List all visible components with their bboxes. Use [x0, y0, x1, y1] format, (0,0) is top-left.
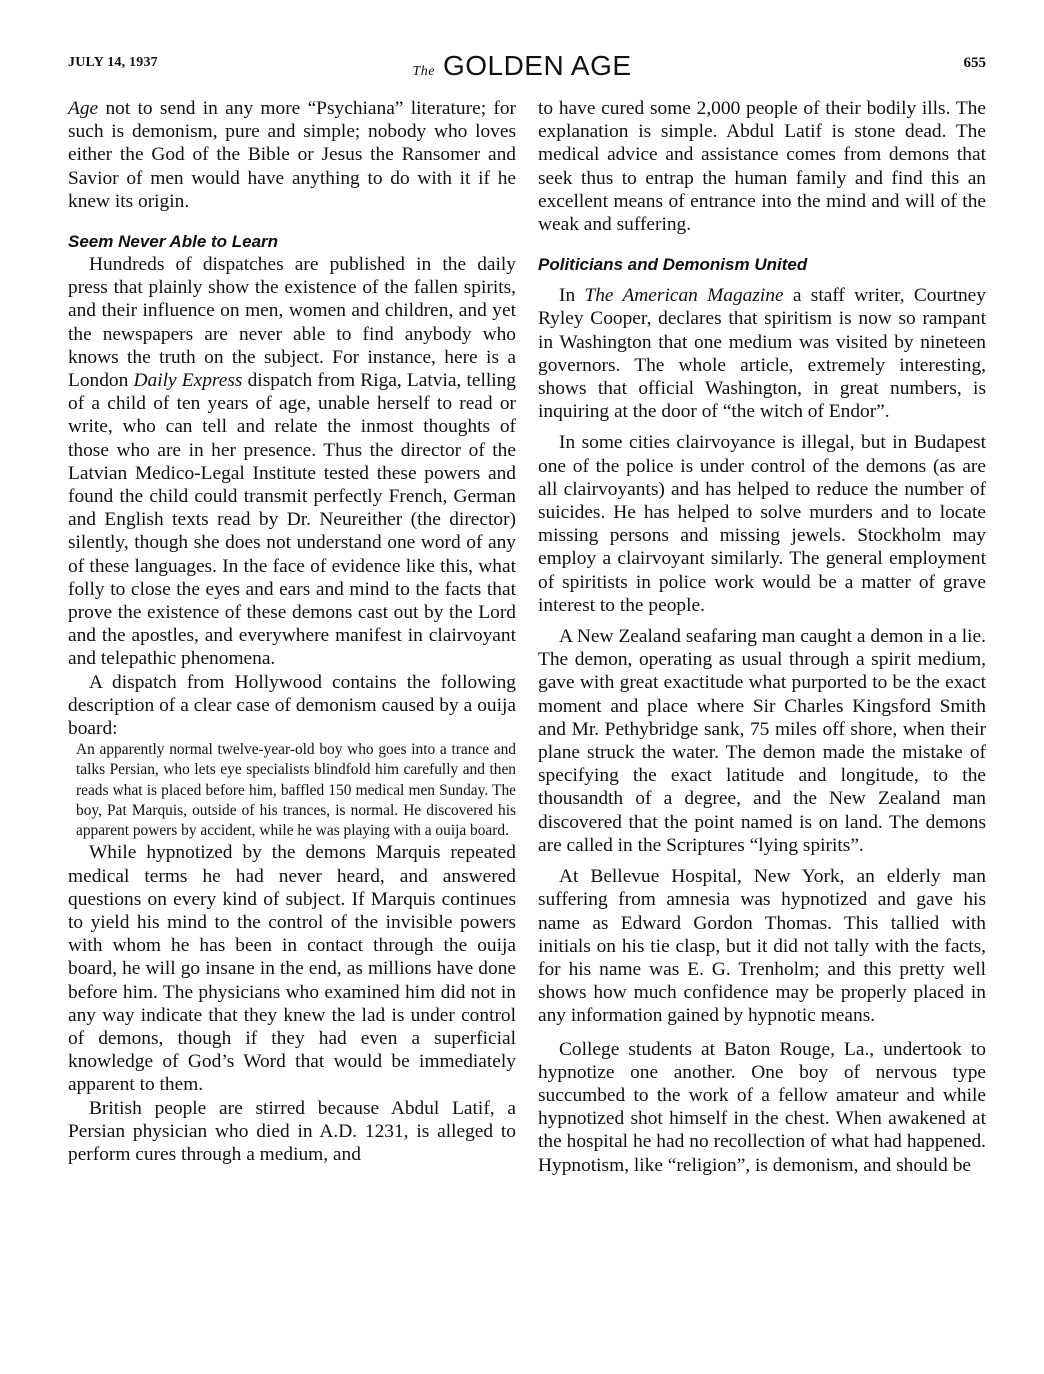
section-heading: Seem Never Able to Learn: [68, 232, 279, 252]
italic-text: Age: [68, 98, 99, 119]
paragraph: [538, 284, 986, 423]
paragraph-text: In: [559, 285, 585, 307]
paragraph: While hypnotized by the demons Marquis repeated medical terms he had never heard, and answered questions on every kind of subject. If Marquis continues to yield his mind to the control of the invisible powers with whom he has been in contact through the ouija board, he will go insane in the end, as millions have done before him. The physicians who examined him did not in any way indicate that they knew the lad is under control of demons, though if they had even a superficial knowledge of God’s Word that would be immediately apparent to them.: [68, 842, 516, 1096]
paragraph: to have cured some 2,000 people of their bodily ills. The explanation is simple. Abdul Latif is stone dead. The medical advice and assistance comes from demons that seek thus to entrap the human family and find this an excellent means of entrance into the mind and will of the weak and suffering.: [538, 98, 986, 236]
paragraph: At Bellevue Hospital, New York, an elderly man suffering from amnesia was hypnotized and gave his name as Edward Gordon Thomas. This tallied with initials on his tie clasp, but it did not tally with the facts, for his name was E. G. Trenholm; and this pretty well shows how much confidence may be properly placed in any information gained by hypnotic means.: [538, 866, 986, 1027]
paragraph-text: Hundreds of dispatches are published in the daily press that plainly show the existence of the fallen spirits, and their influence on men, women and children, and yet the newspapers are never able to find anybody who knows the truth on the subject. For instance, here is a London: [68, 254, 516, 392]
paragraph: British people are stirred because Abdul Latif, a Persian physician who died in A.D. 1231, is alleged to perform cures through a medium, and: [68, 1097, 516, 1165]
section-heading: Politicians and Demonism United: [538, 255, 808, 275]
publication-name: Daily Express: [133, 370, 243, 392]
paragraph-text: a staff writer, Courtney Ryley Cooper, declares that spiritism is now so rampant in Washington that one medium was visited by nineteen governors. The whole article, extremely interesting, shows that official Washington, in great numbers, is inquiring at the door of “the witch of Endor”.: [538, 285, 986, 423]
publication-name: The American Magazine: [584, 285, 784, 307]
paragraph: [68, 253, 516, 671]
title-main: GOLDEN AGE: [442, 50, 632, 81]
paragraph-text: dispatch from Riga, Latvia, telling of a child of ten years of age, unable herself to read or write, who can tell and relate the inmost thoughts of those who are in her presence. Thus the director of the Latvian Medico-Legal Institute tested these powers and found the child could transmit perfectly French, German and English texts read by Dr. Neureither (the director) silently, though she does not understand one word of any of these languages. In the face of evidence like this, what folly to close the eyes and ears and mind to the facts that prove the existence of these demons cast out by the Lord and the apostles, and everywhere manifest in clairvoyant and telepathic phenomena.: [68, 370, 516, 670]
paragraph-text: not to send in any more “Psychiana” literature; for such is demonism, pure and simple; nobody who loves either the God of the Bible or Jesus the Ransomer and Savior of men would have anything to do with it if he knew its origin.: [68, 98, 516, 212]
right-column: [538, 97, 986, 1177]
paragraph: College students at Baton Rouge, La., undertook to hypnotize one another. One boy of nervous type succumbed to the work of a fellow amateur and while hypnotized shot himself in the chest. When awakened at the hospital he had no recollection of what had happened. Hypnotism, like “religion”, is demonism, and should be: [538, 1038, 986, 1176]
left-column: [68, 97, 516, 1166]
page-number: 655: [963, 55, 986, 71]
block-quote: An apparently normal twelve-year-old boy who goes into a trance and talks Persian, who lets eye specialists blindfold him carefully and then reads what is placed before him, baffled 150 medical men Sunday. The boy, Pat Marquis, outside of his trances, is normal. He discovered his apparent powers by accident, while he was playing with a ouija board.: [76, 741, 516, 840]
publication-title: [0, 50, 1044, 82]
paragraph: A dispatch from Hollywood contains the following description of a clear case of demonism caused by a ouija board:: [68, 671, 516, 740]
issue-date: JULY 14, 1937: [68, 55, 158, 70]
title-the: The: [412, 64, 435, 79]
paragraph: A New Zealand seafaring man caught a demon in a lie. The demon, operating as usual through a spirit medium, gave with great exactitude what purported to be the exact moment and place where Sir Charles Kingsford Smith and Mr. Pethybridge sank, 75 miles off shore, when their plane struck the water. The demon made the mistake of specifying the exact latitude and longitude, to the thousandth of a degree, and the New Zealand man discovered that the point named is on land. The demons are called in the Scriptures “lying spirits”.: [538, 626, 986, 856]
paragraph: In some cities clairvoyance is illegal, but in Budapest one of the police is under control of the demons (as are all clairvoyants) and has helped to reduce the number of suicides. He has helped to solve murders and to locate missing persons and missing jewels. Stockholm may employ a clairvoyant similarly. The general employment of spiritists in police work would be a matter of grave interest to the people.: [538, 432, 986, 616]
paragraph: [68, 97, 516, 213]
